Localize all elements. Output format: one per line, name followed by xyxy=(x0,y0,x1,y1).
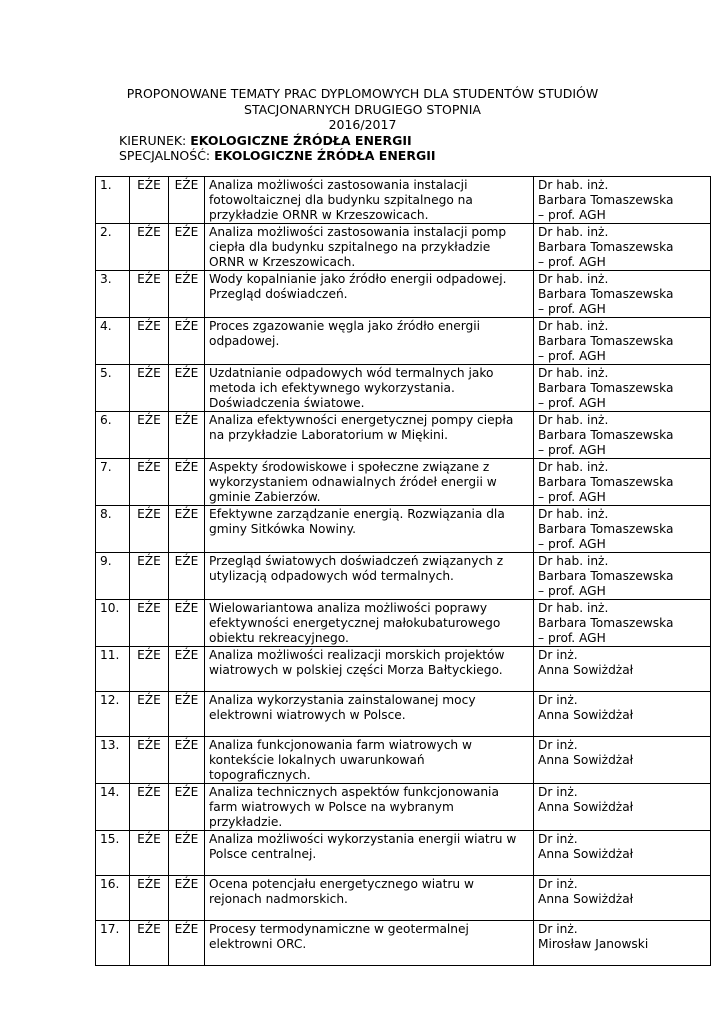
supervisor-line: Barbara Tomaszewska xyxy=(538,381,674,395)
table-row xyxy=(96,553,711,600)
supervisor-line: – prof. AGH xyxy=(538,349,606,363)
topic-text: Analiza technicznych aspektów funkcjonowania farm wiatrowych w Polsce na wybranym przykładzie. xyxy=(205,784,534,831)
specjalnosc-code: EŹE xyxy=(169,177,205,224)
kierunek-code: EŹE xyxy=(130,224,169,271)
kierunek-code: EŹE xyxy=(130,506,169,553)
supervisor-line: – prof. AGH xyxy=(538,208,606,222)
supervisor-line: Barbara Tomaszewska xyxy=(538,616,674,630)
topic-text: Przegląd światowych doświadczeń związanych z utylizacją odpadowych wód termalnych. xyxy=(205,553,534,600)
supervisor-line: – prof. AGH xyxy=(538,443,606,457)
supervisor xyxy=(534,876,711,921)
table-row xyxy=(96,224,711,271)
supervisor xyxy=(534,224,711,271)
supervisor-line: Dr hab. inż. xyxy=(538,507,609,521)
specjalnosc-code: EŹE xyxy=(169,318,205,365)
specjalnosc-value: EKOLOGICZNE ŹRÓDŁA ENERGII xyxy=(214,148,436,163)
kierunek-code: EŹE xyxy=(130,412,169,459)
supervisor xyxy=(534,177,711,224)
specjalnosc-code: EŹE xyxy=(169,506,205,553)
kierunek-value: EKOLOGICZNE ŹRÓDŁA ENERGII xyxy=(190,132,412,148)
specjalnosc-code: EŹE xyxy=(169,553,205,600)
specjalnosc-code: EŹE xyxy=(169,737,205,784)
supervisor-line: Dr inż. xyxy=(538,922,578,936)
topic-text: Ocena potencjału energetycznego wiatru w rejonach nadmorskich. xyxy=(205,876,534,921)
supervisor-line: Anna Sowiżdżał xyxy=(538,800,634,814)
supervisor xyxy=(534,412,711,459)
specjalnosc-code: EŹE xyxy=(169,921,205,966)
topic-text: Analiza efektywności energetycznej pompy ciepła na przykładzie Laboratorium w Miękini. xyxy=(205,412,534,459)
topic-text: Proces zgazowanie węgla jako źródło energii odpadowej. xyxy=(205,318,534,365)
kierunek-code: EŹE xyxy=(130,876,169,921)
specjalnosc-code: EŹE xyxy=(169,784,205,831)
supervisor xyxy=(534,365,711,412)
supervisor-line: – prof. AGH xyxy=(538,490,606,504)
specjalnosc-code: EŹE xyxy=(169,692,205,737)
table-row xyxy=(96,921,711,966)
academic-year: 2016/2017 xyxy=(328,117,397,132)
row-number: 13. xyxy=(96,737,130,784)
supervisor xyxy=(534,271,711,318)
supervisor-line: Dr hab. inż. xyxy=(538,319,609,333)
table-row xyxy=(96,831,711,876)
topic-text: Analiza funkcjonowania farm wiatrowych w kontekście lokalnych uwarunkowań topograficznych. xyxy=(205,737,534,784)
supervisor-line: Barbara Tomaszewska xyxy=(538,193,674,207)
supervisor xyxy=(534,506,711,553)
kierunek-code: EŹE xyxy=(130,271,169,318)
table-row xyxy=(96,737,711,784)
topic-text: Analiza możliwości zastosowania instalacji fotowoltaicznej dla budynku szpitalnego na przykładzie ORNR w Krzeszowicach. xyxy=(205,177,534,224)
specjalnosc-code: EŹE xyxy=(169,271,205,318)
table-row xyxy=(96,506,711,553)
row-number: 8. xyxy=(96,506,130,553)
kierunek-line xyxy=(119,133,725,149)
supervisor-line: Barbara Tomaszewska xyxy=(538,334,674,348)
row-number: 17. xyxy=(96,921,130,966)
kierunek-code: EŹE xyxy=(130,365,169,412)
row-number: 15. xyxy=(96,831,130,876)
kierunek-code: EŹE xyxy=(130,921,169,966)
row-number: 16. xyxy=(96,876,130,921)
table-row xyxy=(96,692,711,737)
supervisor-line: Barbara Tomaszewska xyxy=(538,475,674,489)
supervisor-line: – prof. AGH xyxy=(538,255,606,269)
supervisor-line: Anna Sowiżdżał xyxy=(538,708,634,722)
supervisor-line: Dr inż. xyxy=(538,785,578,799)
table-row xyxy=(96,600,711,647)
supervisor-line: Dr inż. xyxy=(538,648,578,662)
row-number: 1. xyxy=(96,177,130,224)
supervisor xyxy=(534,831,711,876)
table-row xyxy=(96,412,711,459)
supervisor xyxy=(534,600,711,647)
topics-table xyxy=(95,176,711,966)
kierunek-code: EŹE xyxy=(130,784,169,831)
supervisor-line: Dr inż. xyxy=(538,877,578,891)
supervisor xyxy=(534,553,711,600)
kierunek-code: EŹE xyxy=(130,692,169,737)
document-header xyxy=(0,86,725,164)
supervisor-line: Dr inż. xyxy=(538,832,578,846)
kierunek-code: EŹE xyxy=(130,600,169,647)
row-number: 9. xyxy=(96,553,130,600)
supervisor xyxy=(534,921,711,966)
table-row xyxy=(96,876,711,921)
supervisor xyxy=(534,647,711,692)
supervisor xyxy=(534,459,711,506)
kierunek-label: KIERUNEK: xyxy=(119,132,191,148)
kierunek-code: EŹE xyxy=(130,318,169,365)
topic-text: Analiza możliwości wykorzystania energii wiatru w Polsce centralnej. xyxy=(205,831,534,876)
supervisor-line: – prof. AGH xyxy=(538,631,606,645)
supervisor-line: Anna Sowiżdżał xyxy=(538,847,634,861)
row-number: 4. xyxy=(96,318,130,365)
supervisor-line: Dr hab. inż. xyxy=(538,460,609,474)
supervisor-line: Dr hab. inż. xyxy=(538,554,609,568)
row-number: 11. xyxy=(96,647,130,692)
supervisor-line: Barbara Tomaszewska xyxy=(538,569,674,583)
table-row xyxy=(96,318,711,365)
row-number: 7. xyxy=(96,459,130,506)
topic-text: Efektywne zarządzanie energią. Rozwiązania dla gminy Sitkówka Nowiny. xyxy=(205,506,534,553)
specjalnosc-code: EŹE xyxy=(169,224,205,271)
specjalnosc-code: EŹE xyxy=(169,365,205,412)
table-row xyxy=(96,177,711,224)
row-number: 3. xyxy=(96,271,130,318)
table-row xyxy=(96,784,711,831)
supervisor-line: Dr hab. inż. xyxy=(538,366,609,380)
specjalnosc-code: EŹE xyxy=(169,647,205,692)
supervisor-line: Barbara Tomaszewska xyxy=(538,522,674,536)
header-title-line-1: PROPONOWANE TEMATY PRAC DYPLOMOWYCH DLA STUDENTÓW STUDIÓW xyxy=(126,86,599,101)
row-number: 5. xyxy=(96,365,130,412)
supervisor-line: Dr hab. inż. xyxy=(538,601,609,615)
supervisor-line: Barbara Tomaszewska xyxy=(538,287,674,301)
table-row xyxy=(96,271,711,318)
supervisor xyxy=(534,318,711,365)
topic-text: Wielowariantowa analiza możliwości poprawy efektywności energetycznej małokubaturowego obiektu rekreacyjnego. xyxy=(205,600,534,647)
row-number: 6. xyxy=(96,412,130,459)
topic-text: Uzdatnianie odpadowych wód termalnych jako metoda ich efektywnego wykorzystania. Doświadczenia światowe. xyxy=(205,365,534,412)
table-row xyxy=(96,459,711,506)
supervisor-line: Anna Sowiżdżał xyxy=(538,753,634,767)
topic-text: Analiza możliwości realizacji morskich projektów wiatrowych w polskiej części Morza Bałtyckiego. xyxy=(205,647,534,692)
topic-text: Procesy termodynamiczne w geotermalnej elektrowni ORC. xyxy=(205,921,534,966)
topic-text: Analiza możliwości zastosowania instalacji pomp ciepła dla budynku szpitalnego na przykładzie ORNR w Krzeszowicach. xyxy=(205,224,534,271)
specjalnosc-code: EŹE xyxy=(169,600,205,647)
kierunek-code: EŹE xyxy=(130,459,169,506)
specjalnosc-code: EŹE xyxy=(169,876,205,921)
supervisor-line: – prof. AGH xyxy=(538,584,606,598)
row-number: 14. xyxy=(96,784,130,831)
specjalnosc-code: EŹE xyxy=(169,412,205,459)
topic-text: Aspekty środowiskowe i społeczne związane z wykorzystaniem odnawialnych źródeł energii w gminie Zabierzów. xyxy=(205,459,534,506)
supervisor-line: Dr inż. xyxy=(538,693,578,707)
supervisor-line: Dr hab. inż. xyxy=(538,272,609,286)
supervisor xyxy=(534,692,711,737)
supervisor-line: Dr hab. inż. xyxy=(538,413,609,427)
supervisor-line: Mirosław Janowski xyxy=(538,937,649,951)
supervisor-line: Anna Sowiżdżał xyxy=(538,663,634,677)
topic-text: Analiza wykorzystania zainstalowanej mocy elektrowni wiatrowych w Polsce. xyxy=(205,692,534,737)
supervisor-line: Anna Sowiżdżał xyxy=(538,892,634,906)
kierunek-code: EŹE xyxy=(130,553,169,600)
specjalnosc-code: EŹE xyxy=(169,831,205,876)
row-number: 2. xyxy=(96,224,130,271)
specjalnosc-line xyxy=(119,148,725,164)
supervisor-line: – prof. AGH xyxy=(538,302,606,316)
header-title-line-2: STACJONARNYCH DRUGIEGO STOPNIA xyxy=(244,101,481,117)
topic-text: Wody kopalnianie jako źródło energii odpadowej. Przegląd doświadczeń. xyxy=(205,271,534,318)
supervisor-line: Barbara Tomaszewska xyxy=(538,240,674,254)
row-number: 10. xyxy=(96,600,130,647)
table-row xyxy=(96,647,711,692)
supervisor xyxy=(534,737,711,784)
kierunek-code: EŹE xyxy=(130,647,169,692)
supervisor-line: Dr hab. inż. xyxy=(538,225,609,239)
table-row xyxy=(96,365,711,412)
supervisor-line: Dr hab. inż. xyxy=(538,178,609,192)
kierunek-code: EŹE xyxy=(130,737,169,784)
row-number: 12. xyxy=(96,692,130,737)
supervisor-line: Dr inż. xyxy=(538,738,578,752)
specjalnosc-code: EŹE xyxy=(169,459,205,506)
kierunek-code: EŹE xyxy=(130,177,169,224)
supervisor xyxy=(534,784,711,831)
kierunek-code: EŹE xyxy=(130,831,169,876)
specjalnosc-label: SPECJALNOŚĆ: xyxy=(119,148,215,163)
supervisor-line: – prof. AGH xyxy=(538,396,606,410)
supervisor-line: Barbara Tomaszewska xyxy=(538,428,674,442)
supervisor-line: – prof. AGH xyxy=(538,537,606,551)
